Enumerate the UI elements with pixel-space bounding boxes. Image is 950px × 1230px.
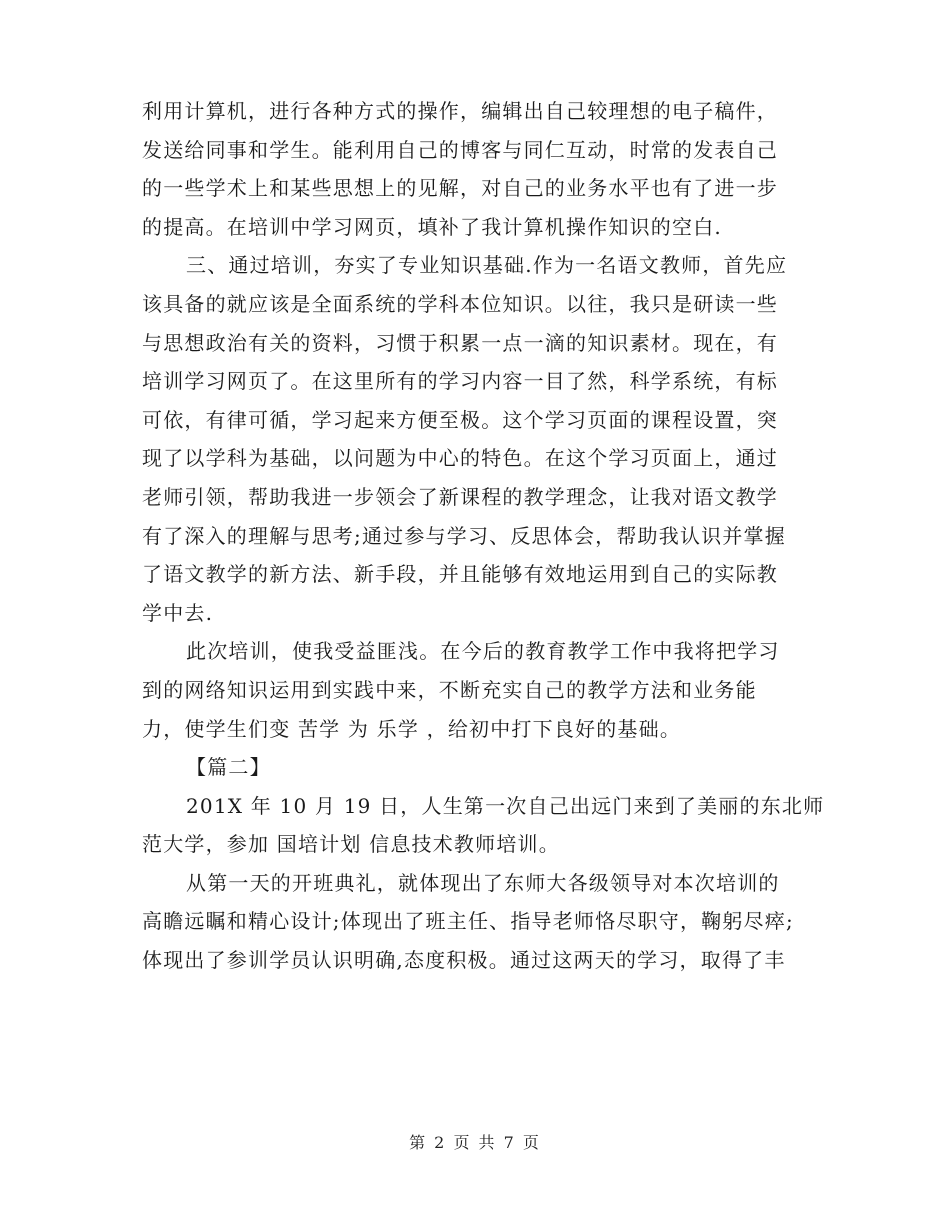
text-line: 现了以学科为基础，以问题为中心的特色。在这个学习页面上，通过 <box>142 446 778 471</box>
text-line: 发送给同事和学生。能利用自己的博客与同仁互动，时常的发表自己 <box>142 137 778 162</box>
text-line: 培训学习网页了。在这里所有的学习内容一目了然，科学系统，有标 <box>142 369 778 394</box>
paragraph-start-line: 此次培训，使我受益匪浅。在今后的教育教学工作中我将把学习 <box>186 639 780 664</box>
text-line: 高瞻远瞩和精心设计;体现出了班主任、指导老师恪尽职守，鞠躬尽瘁; <box>142 909 794 934</box>
text-line: 体现出了参训学员认识明确,态度积极。通过这两天的学习，取得了丰 <box>142 948 786 973</box>
page-number-footer: 第 2 页 共 7 页 <box>409 1133 541 1152</box>
paragraph-start-line: 从第一天的开班典礼，就体现出了东师大各级领导对本次培训的 <box>186 870 780 895</box>
text-line: 利用计算机，进行各种方式的操作，编辑出自己较理想的电子稿件， <box>142 99 778 123</box>
text-line: 该具备的就应该是全面系统的学科本位知识。以往，我只是研读一些 <box>142 291 778 316</box>
text-line: 的一些学术上和某些思想上的见解，对自己的业务水平也有了进一步 <box>142 176 778 201</box>
text-line: 与思想政治有关的资料，习惯于积累一点一滴的知识素材。现在，有 <box>142 330 778 355</box>
document-body <box>142 92 825 980</box>
text-line: 了语文教学的新方法、新手段，并且能够有效地运用到自己的实际教 <box>142 562 778 587</box>
text-line: 的提高。在培训中学习网页，填补了我计算机操作知识的空白. <box>142 214 722 239</box>
text-line: 范大学，参加 国培计划 信息技术教师培训。 <box>142 832 560 857</box>
paragraph-start-line: 201X 年 10 月 19 日，人生第一次自己出远门来到了美丽的东北师 <box>186 793 825 818</box>
text-line: 学中去. <box>142 600 214 625</box>
text-line: 力，使学生们变 苦学 为 乐学 ，给初中打下良好的基础。 <box>142 716 682 741</box>
text-line: 可依，有律可循，学习起来方便至极。这个学习页面的课程设置，突 <box>142 407 778 432</box>
text-line: 到的网络知识运用到实践中来，不断充实自己的教学方法和业务能 <box>142 677 757 702</box>
text-line: 老师引领，帮助我进一步领会了新课程的教学理念，让我对语文教学 <box>142 484 778 509</box>
section-heading: 【篇二】 <box>186 755 271 780</box>
text-line: 有了深入的理解与思考;通过参与学习、反思体会，帮助我认识并掌握 <box>142 523 786 548</box>
paragraph-start-line: 三、通过培训，夯实了专业知识基础.作为一名语文教师，首先应 <box>186 253 788 278</box>
